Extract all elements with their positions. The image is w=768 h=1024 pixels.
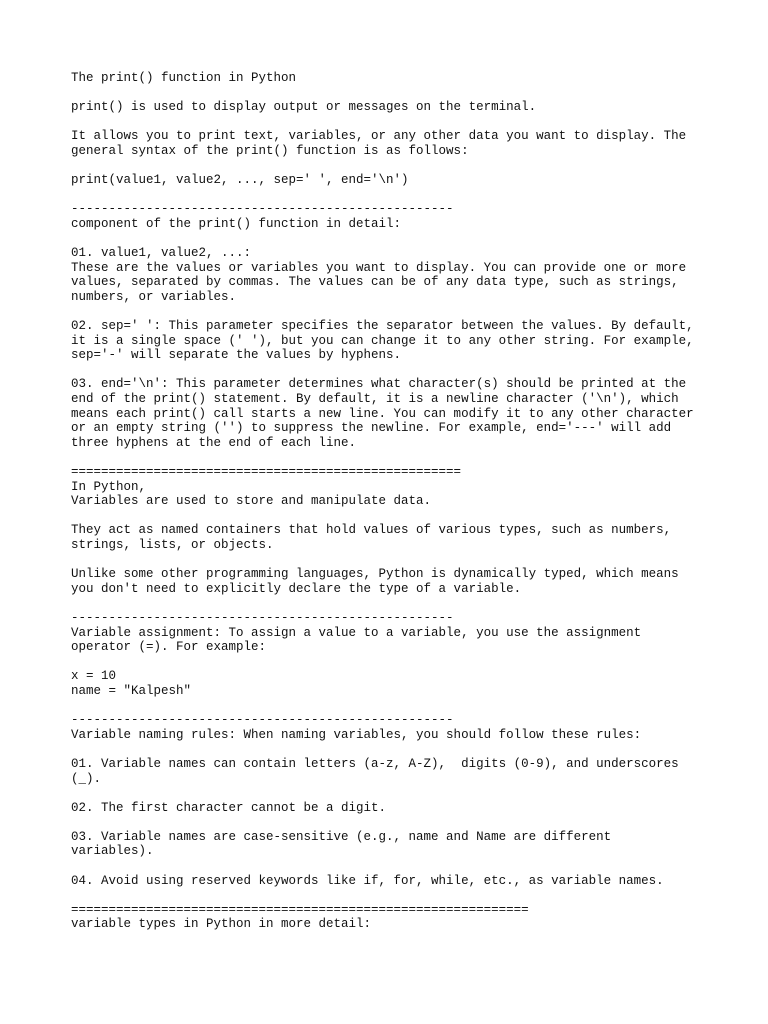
blank-line xyxy=(71,232,721,247)
text-line: --------------------------------------------------- xyxy=(71,713,454,728)
text-line: Variable naming rules: When naming variables, you should follow these rules: xyxy=(71,727,642,742)
text-line: print(value1, value2, ..., sep=' ', end='\n') xyxy=(71,173,409,188)
text-line: values, separated by commas. The values can be of any data type, such as strings, xyxy=(71,275,679,290)
text-line: variable types in Python in more detail: xyxy=(71,917,372,932)
text-line: In Python, xyxy=(71,479,147,494)
text-line: Variables are used to store and manipulate data. xyxy=(71,494,432,509)
text-line: it is a single space (' '), but you can change it to any other string. For example, xyxy=(71,333,694,348)
blank-line xyxy=(71,86,721,101)
text-line: three hyphens at the end of each line. xyxy=(71,435,357,450)
text-line: 01. value1, value2, ...: xyxy=(71,246,252,261)
blank-line xyxy=(71,305,721,320)
text-line: sep='-' will separate the values by hyphens. xyxy=(71,348,402,363)
blank-line xyxy=(71,159,721,174)
text-line: component of the print() function in detail: xyxy=(71,216,402,231)
text-line: end of the print() statement. By default, it is a newline character ('\n'), which xyxy=(71,392,679,407)
blank-line xyxy=(71,699,721,714)
text-line: ============================================================= xyxy=(71,902,529,917)
text-line: The print() function in Python xyxy=(71,71,297,85)
text-line: 03. end='\n': This parameter determines what character(s) should be printed at the xyxy=(71,377,687,392)
blank-line xyxy=(71,859,721,874)
blank-line xyxy=(71,596,721,611)
text-line: They act as named containers that hold values of various types, such as numbers, xyxy=(71,523,672,538)
text-line: print() is used to display output or messages on the terminal. xyxy=(71,100,537,115)
text-line: or an empty string ('') to suppress the newline. For example, end='---' will add xyxy=(71,421,672,436)
text-line: 03. Variable names are case-sensitive (e.g., name and Name are different xyxy=(71,829,612,844)
text-line: variables). xyxy=(71,844,154,859)
text-line: ==================================================== xyxy=(71,465,462,480)
blank-line xyxy=(71,786,721,801)
document-text xyxy=(71,71,721,932)
blank-line xyxy=(71,509,721,524)
text-line: Unlike some other programming languages, Python is dynamically typed, which means xyxy=(71,567,679,582)
text-line: strings, lists, or objects. xyxy=(71,538,274,552)
blank-line xyxy=(71,450,721,465)
text-line: It allows you to print text, variables, or any other data you want to display. The xyxy=(71,129,687,144)
text-line: numbers, or variables. xyxy=(71,289,237,304)
text-line: you don't need to explicitly declare the type of a variable. xyxy=(71,581,522,596)
text-line: 04. Avoid using reserved keywords like if, for, while, etc., as variable names. xyxy=(71,873,664,888)
text-line: --------------------------------------------------- xyxy=(71,610,454,625)
blank-line xyxy=(71,363,721,378)
text-line: name = "Kalpesh" xyxy=(71,683,192,698)
text-line: x = 10 xyxy=(71,669,117,684)
text-line: 01. Variable names can contain letters (a-z, A-Z), digits (0-9), and underscores xyxy=(71,756,679,771)
text-line: general syntax of the print() function is as follows: xyxy=(71,143,469,158)
text-line: (_). xyxy=(71,771,102,786)
blank-line xyxy=(71,188,721,203)
text-line: operator (=). For example: xyxy=(71,640,267,655)
text-line: Variable assignment: To assign a value to a variable, you use the assignment xyxy=(71,625,642,640)
blank-line xyxy=(71,553,721,568)
text-line: --------------------------------------------------- xyxy=(71,202,454,217)
blank-line xyxy=(71,888,721,903)
blank-line xyxy=(71,115,721,130)
blank-line xyxy=(71,742,721,757)
text-line: 02. sep=' ': This parameter specifies the separator between the values. By default, xyxy=(71,319,694,334)
text-line: These are the values or variables you want to display. You can provide one or more xyxy=(71,260,687,275)
text-line: means each print() call starts a new line. You can modify it to any other character xyxy=(71,406,694,421)
blank-line xyxy=(71,655,721,670)
blank-line xyxy=(71,815,721,830)
text-line: 02. The first character cannot be a digit. xyxy=(71,800,387,815)
